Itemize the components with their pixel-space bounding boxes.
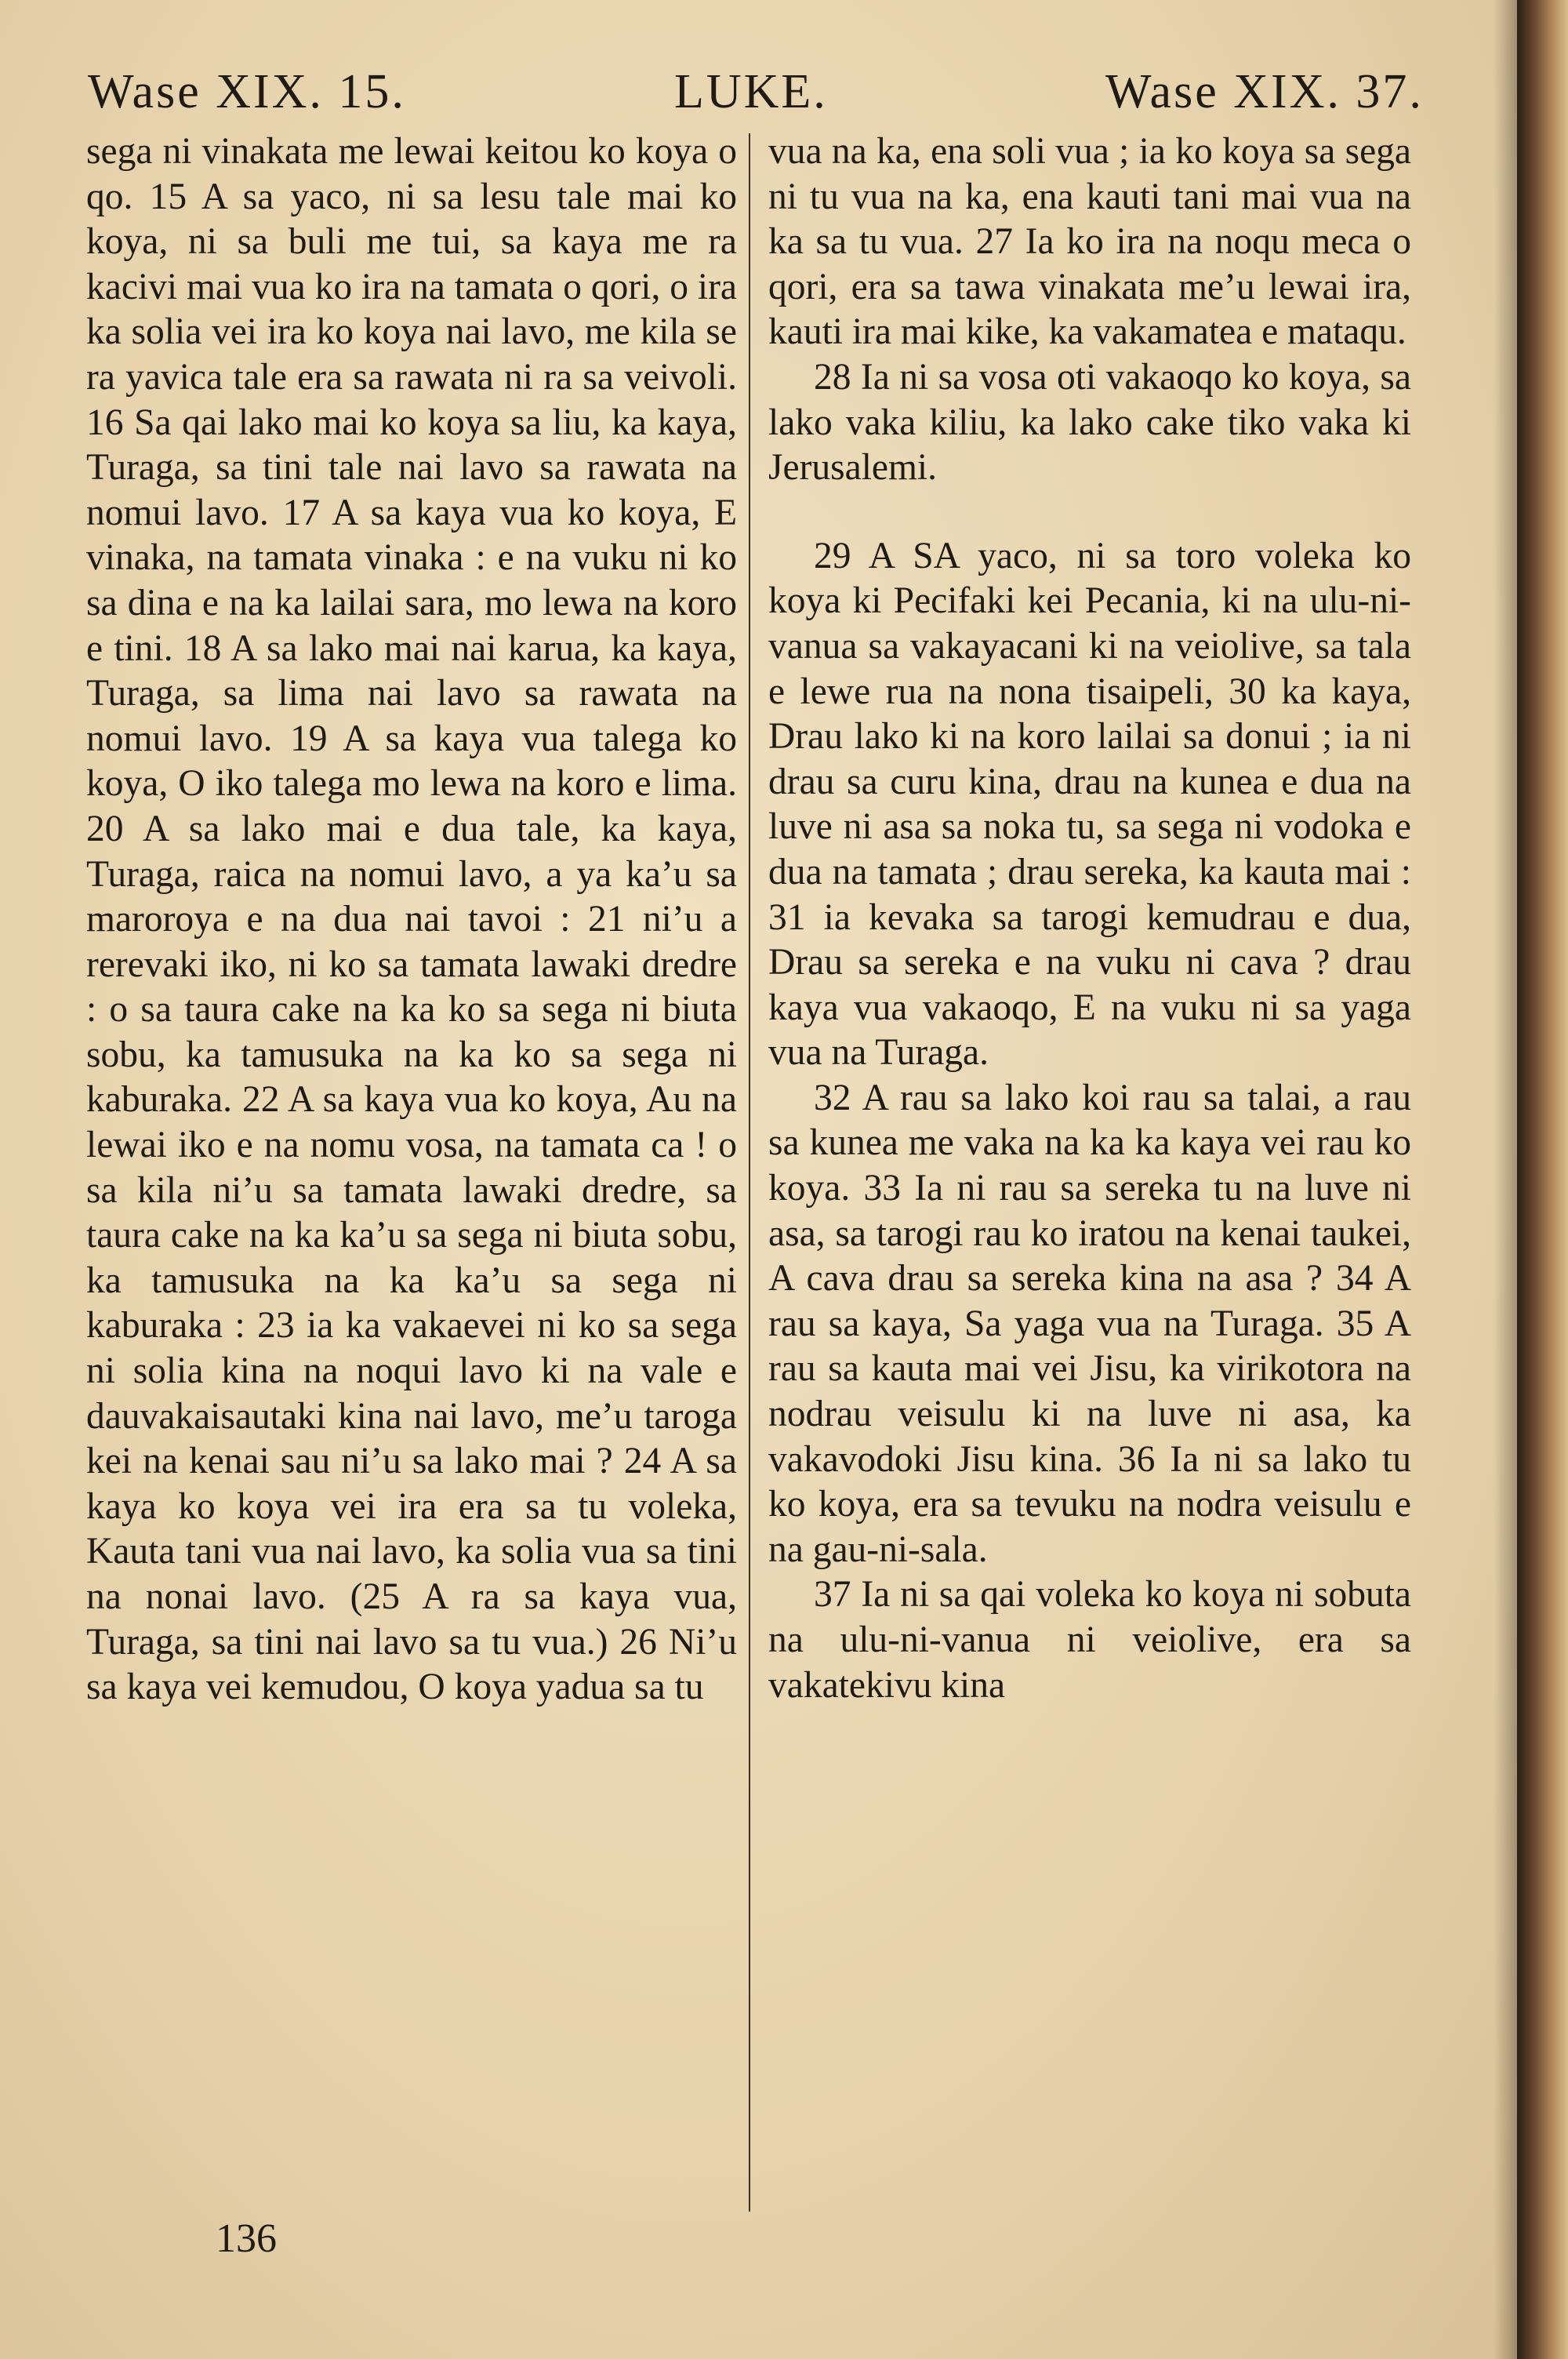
right-paragraph-2: 28 Ia ni sa vosa oti vakaoqo ko koya, sa lako vaka kiliu, ka lako cake tiko vaka ki Jerusalemi.: [768, 356, 1411, 489]
header-right: Wase XIX. 37.: [1105, 65, 1424, 118]
right-paragraph-1: vua na ka, ena soli vua ; ia ko koya sa sega ni tu vua na ka, ena kauti tani mai vua na ka sa tu vua. 27 Ia ko ira na noqu meca o qori, era sa tawa vinakata me’u lewai ira, kauti ira mai kike, ka vakamatea e mataqu.: [768, 131, 1411, 353]
right-paragraph-4: 32 A rau sa lako koi rau sa talai, a rau sa kunea me vaka na ka ka kaya vei rau ko koya. 33 Ia ni rau sa sereka tu na luve ni asa, sa tarogi rau ko iratou na kenai taukei, A cava drau sa sereka kina na asa ? 34 A rau sa kaya, Sa yaga vua na Turaga. 35 A rau sa kauta mai vei Jisu, ka virikotora na nodrau veisulu ki na luve ni asa, ka vakavodoki Jisu kina. 36 Ia ni sa lako tu ko koya, era sa tevuku na nodra veisulu e na gau-ni-sala.: [768, 1077, 1411, 1570]
header-center: LUKE.: [674, 65, 828, 118]
left-paragraph-1: sega ni vinakata me lewai keitou ko koya o qo. 15 A sa yaco, ni sa lesu tale mai ko koya, ni sa buli me tui, sa kaya me ra kacivi mai vua ko ira na tamata o qori, o ira ka solia vei ira ko koya nai lavo, me kila se ra yavica tale era sa rawata ni ra sa veivoli. 16 Sa qai lako mai ko koya sa liu, ka kaya, Turaga, sa tini tale nai lavo sa rawata na nomui lavo. 17 A sa kaya vua ko koya, E vinaka, na tamata vinaka : e na vuku ni ko sa dina e na ka lailai sara, mo lewa na koro e tini. 18 A sa lako mai nai karua, ka kaya, Turaga, sa lima nai lavo sa rawata na nomui lavo. 19 A sa kaya vua talega ko koya, O iko talega mo lewa na koro e lima. 20 A sa lako mai e dua tale, ka kaya, Turaga, raica na nomui lavo, a ya ka’u sa maroroya e na dua nai tavoi : 21 ni’u a rerevaki iko, ni ko sa tamata lawaki dredre : o sa taura cake na ka ko sa sega ni biuta sobu, ka tamusuka na ka ko sa sega ni kaburaka. 22 A sa kaya vua ko koya, Au na lewai iko e na nomu vosa, na tamata ca ! o sa kila ni’u sa tamata lawaki dredre, sa taura cake na ka ka’u sa sega ni biuta sobu, ka tamusuka na ka ka’u sa sega ni kaburaka : 23 ia ka vakaevei ni ko sa sega ni solia kina na noqui lavo ki na vale e dauvakaisautaki kina nai lavo, me’u taroga kei na kenai sau ni’u sa lako mai ? 24 A sa kaya ko koya vei ira era sa tu voleka, Kauta tani vua nai lavo, ka solia vua sa tini na nonai lavo. (25 A ra sa kaya vua, Turaga, sa tini nai lavo sa tu vua.) 26 Ni’u sa kaya vei kemudou, O koya yadua sa tu: [86, 131, 737, 1708]
running-header: [0, 64, 1517, 135]
left-column: [86, 129, 737, 1710]
column-divider: [749, 133, 750, 2212]
header-left: Wase XIX. 15.: [88, 65, 406, 118]
next-page-edge: [1517, 0, 1568, 2359]
right-column: [768, 129, 1411, 1708]
page-number: 136: [216, 2216, 277, 2261]
right-paragraph-3: 29 A SA yaco, ni sa toro voleka ko koya ki Pecifaki kei Pecania, ki na ulu-ni-vanua sa vakayacani ki na veiolive, sa tala e lewe rua na nona tisaipeli, 30 ka kaya, Drau lako ki na koro lailai sa donui ; ia ni drau sa curu kina, drau na kunea e dua na luve ni asa sa noka tu, sa sega ni vodoka e dua na tamata ; drau sereka, ka kauta mai : 31 ia kevaka sa tarogi kemudrau e dua, Drau sa sereka e na vuku ni cava ? drau kaya vua vakaoqo, E na vuku ni sa yaga vua na Turaga.: [768, 535, 1411, 1074]
right-paragraph-5: 37 Ia ni sa qai voleka ko koya ni sobuta na ulu-ni-vanua ni veiolive, era sa vakatekivu kina: [768, 1574, 1411, 1706]
